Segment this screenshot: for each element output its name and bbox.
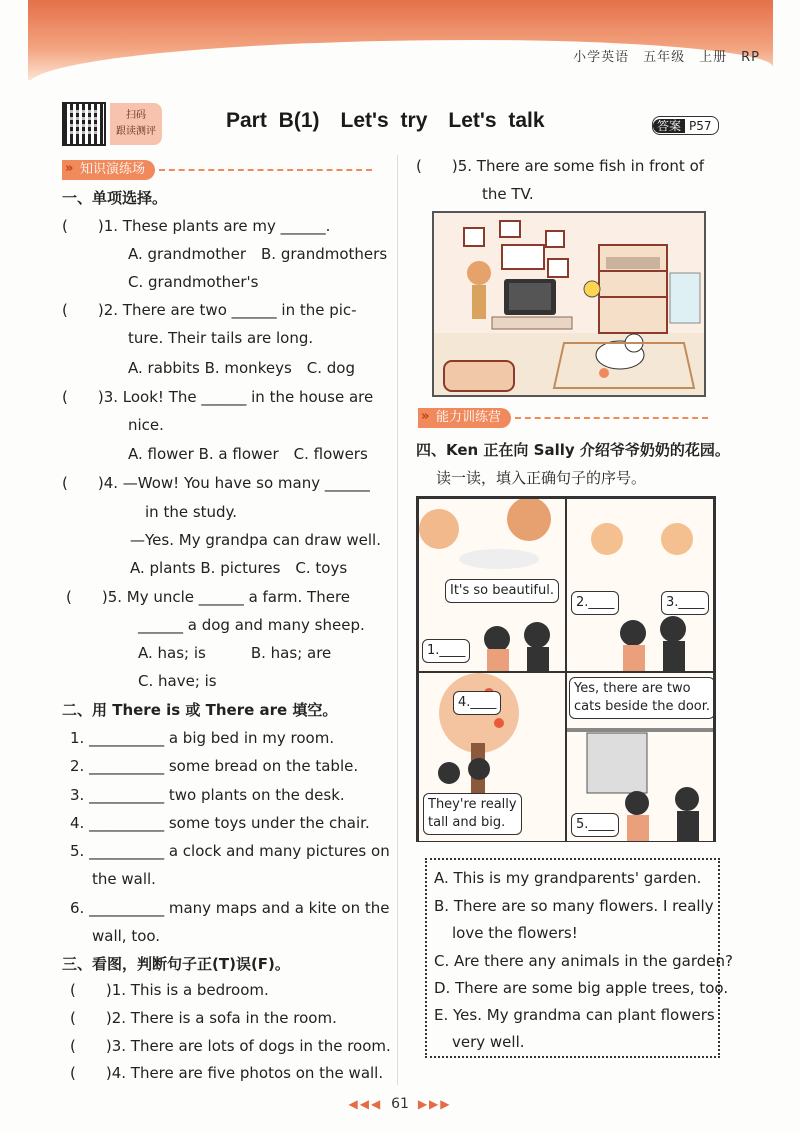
part4-heading: 四、Ken 正在向 Sally 介绍爷爷奶奶的花园。 (416, 441, 730, 459)
page-number: 61 (391, 1096, 409, 1112)
q2-stem-2: ture. Their tails are long. (128, 329, 314, 347)
bubble-5-line2: cats beside the door. (574, 699, 711, 714)
part3-item: ( )2. There is a sofa in the room. (70, 1009, 337, 1027)
part2-item-cont: the wall. (92, 870, 156, 888)
part1-heading: 一、单项选择。 (62, 189, 168, 207)
panel-2-illustration (567, 499, 714, 672)
answer-tag: 答案 (653, 119, 685, 133)
q4-options: A. plants B. pictures C. toys (130, 559, 348, 577)
blank-4[interactable]: 4.____ (453, 691, 501, 715)
part2-item: 4. __________ some toys under the chair. (70, 814, 370, 832)
comic-panel-2 (566, 498, 714, 672)
part3-item: ( )5. There are some fish in front of (416, 157, 705, 175)
comic-panel-4 (566, 672, 714, 842)
blank-2[interactable]: 2.____ (571, 591, 619, 615)
q4-stem-2: in the study. (145, 503, 238, 521)
garden-comic (416, 496, 716, 842)
part2-item: 3. __________ two plants on the desk. (70, 786, 345, 804)
q3-stem-2: nice. (128, 416, 164, 434)
bubble-6-line2: tall and big. (428, 815, 506, 830)
section-training-label: » 能力训练营 (418, 408, 511, 428)
blank-3[interactable]: 3.____ (661, 591, 709, 615)
book-label: 小学英语 五年级 上册 RP (573, 50, 760, 65)
q5-stem-2: ______ a dog and many sheep. (138, 616, 365, 634)
option-line: A. This is my grandparents' garden. (434, 869, 702, 887)
q5-stem: ( )5. My uncle ______ a farm. There (66, 588, 351, 606)
q5-options: A. has; is B. has; are (138, 644, 332, 662)
option-line: C. Are there any animals in the garden? (434, 952, 733, 970)
q4-stem: ( )4. —Wow! You have so many ______ (62, 474, 370, 492)
bubble-1: It's so beautiful. (445, 579, 559, 603)
bubble-5 (569, 677, 714, 719)
part2-item: 6. __________ many maps and a kite on the (70, 899, 390, 917)
qr-label-line1: 扫码 (126, 110, 146, 121)
qr-code-icon[interactable] (62, 102, 106, 146)
q2-stem: ( )2. There are two ______ in the pic- (62, 301, 357, 319)
q2-options: A. rabbits B. monkeys C. dog (128, 359, 355, 377)
part3-item: ( )1. This is a bedroom. (70, 981, 269, 999)
part2-item: 2. __________ some bread on the table. (70, 757, 359, 775)
next-arrows-icon[interactable]: ▶▶▶ (417, 1097, 452, 1111)
bubble-6 (423, 793, 522, 835)
dash-line (515, 417, 708, 419)
part3-item: ( )4. There are five photos on the wall. (70, 1064, 384, 1082)
blank-1[interactable]: 1.____ (422, 639, 470, 663)
option-line: D. There are some big apple trees, too. (434, 979, 729, 997)
page-title: Part B(1) Let's try Let's talk (226, 109, 545, 132)
q3-stem: ( )3. Look! The ______ in the house are (62, 388, 374, 406)
q1-stem: ( )1. These plants are my ______. (62, 217, 331, 235)
bubble-5-line1: Yes, there are two (574, 681, 691, 696)
living-room-picture (432, 211, 706, 397)
section-practice-banner (62, 160, 372, 180)
q5-options-2: C. have; is (138, 672, 217, 690)
comic-panel-3 (418, 672, 566, 842)
part2-item-cont: wall, too. (92, 927, 161, 945)
qr-label-line2: 跟读测评 (116, 126, 156, 137)
option-line-cont: very well. (452, 1033, 525, 1051)
blank-5[interactable]: 5.____ (571, 813, 619, 837)
column-divider (397, 155, 398, 1085)
part2-item: 1. __________ a big bed in my room. (70, 729, 335, 747)
part3-item-cont: the TV. (482, 185, 534, 203)
q3-options: A. flower B. a flower C. flowers (128, 445, 368, 463)
prev-arrows-icon[interactable]: ◀◀◀ (348, 1097, 383, 1111)
answer-page: P57 (689, 119, 712, 133)
part4-heading-2: 读一读，填入正确句子的序号。 (436, 469, 647, 487)
comic-panel-1 (418, 498, 566, 672)
option-line-cont: love the flowers! (452, 924, 578, 942)
option-line: B. There are so many flowers. I really (434, 897, 714, 915)
section-training-banner (418, 408, 708, 428)
q4-stem-3: —Yes. My grandpa can draw well. (130, 531, 381, 549)
section-practice-label: » 知识演练场 (62, 160, 155, 180)
q1-options-2: C. grandmother's (128, 273, 259, 291)
living-room-illustration (434, 213, 704, 395)
qr-label[interactable] (110, 103, 162, 145)
page-footer (0, 1096, 800, 1112)
dash-line (159, 169, 372, 171)
part3-item: ( )3. There are lots of dogs in the room. (70, 1037, 391, 1055)
option-line: E. Yes. My grandma can plant flowers (434, 1006, 715, 1024)
answer-reference (652, 116, 719, 135)
q1-options: A. grandmother B. grandmothers (128, 245, 388, 263)
part2-heading: 二、用 There is 或 There are 填空。 (62, 701, 338, 719)
part3-heading: 三、看图，判断句子正(T)误(F)。 (62, 955, 290, 973)
part2-item: 5. __________ a clock and many pictures on (70, 842, 390, 860)
bubble-6-line1: They're really (428, 797, 517, 812)
